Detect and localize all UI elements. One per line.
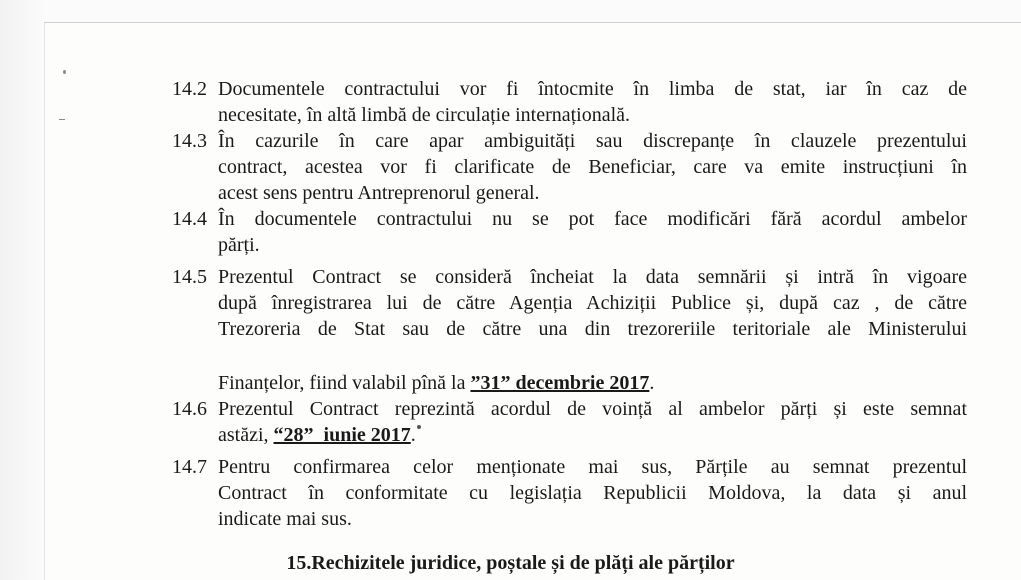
clause-number: 14.5 — [172, 266, 207, 288]
clause-line: Prezentul Contract reprezintă acordul de voință al ambelor părți și este semnat — [218, 398, 967, 420]
validity-date: ”31” decembrie 2017 — [470, 372, 650, 394]
clause-text — [218, 128, 967, 206]
clause-14-5 — [172, 264, 967, 342]
clause-line: Documentele contractului vor fi întocmite în limba de stat, iar în caz de — [218, 78, 967, 100]
clause-line: Prezentul Contract se consideră încheiat la data semnării și intră în vigoare — [218, 266, 967, 288]
clause-text — [218, 454, 967, 532]
clause-line: acest sens pentru Antreprenorul general. — [218, 182, 540, 204]
clause-14-4 — [172, 206, 967, 258]
clause-14-5-continuation — [218, 370, 978, 396]
clause-line: Contract în conformitate cu legislația Republicii Moldova, la data și anul — [218, 482, 967, 504]
continuation-text: Finanțelor, fiind valabil pînă la — [218, 372, 471, 394]
continuation-period: . — [649, 372, 655, 394]
clause-text — [218, 76, 967, 128]
clause-number: 14.3 — [172, 130, 207, 152]
signing-date: “28” iunie 2017 — [273, 424, 411, 446]
clause-text — [218, 206, 967, 258]
clause-number: 14.7 — [172, 456, 207, 478]
clause-line: după înregistrarea lui de către Agenția Achiziții Publice și, după caz , de către — [218, 292, 967, 314]
clause-line: Trezoreria de Stat sau de către una din trezoreriile teritoriale ale Ministerului — [218, 318, 967, 340]
scan-speck — [63, 70, 66, 74]
date-prefix: astăzi, — [218, 424, 274, 446]
clause-line: Pentru confirmarea celor menționate mai sus, Părțile au semnat prezentul — [218, 456, 967, 478]
clause-line: necesitate, în altă limbă de circulație internațională. — [218, 104, 631, 126]
section-title: 15.Rechizitele juridice, poștale și de plăți ale părților — [286, 552, 735, 574]
scan-speck — [59, 119, 65, 120]
clause-number: 14.4 — [172, 208, 207, 230]
clause-line: indicate mai sus. — [218, 508, 352, 530]
clause-line: În cazurile în care apar ambiguități sau discrepanțe în clauzele prezentului — [218, 130, 967, 152]
date-period: . — [410, 424, 416, 446]
clause-text — [218, 396, 967, 448]
clause-14-3 — [172, 128, 967, 206]
clause-14-7 — [172, 454, 967, 532]
clause-text — [218, 264, 967, 342]
clause-14-6 — [172, 396, 967, 448]
clause-line: În documentele contractului nu se pot face modificări fără acordul ambelor — [218, 208, 967, 230]
scan-top-edge — [44, 0, 1021, 23]
clause-line: contract, acestea vor fi clarificate de Beneficiar, care va emite instrucțiuni în — [218, 156, 967, 178]
scan-left-margin — [0, 0, 45, 580]
clause-14-2 — [172, 76, 967, 128]
clause-line — [218, 422, 967, 448]
clause-number: 14.6 — [172, 398, 207, 420]
clause-line: părți. — [218, 234, 260, 256]
clause-number: 14.2 — [172, 78, 207, 100]
